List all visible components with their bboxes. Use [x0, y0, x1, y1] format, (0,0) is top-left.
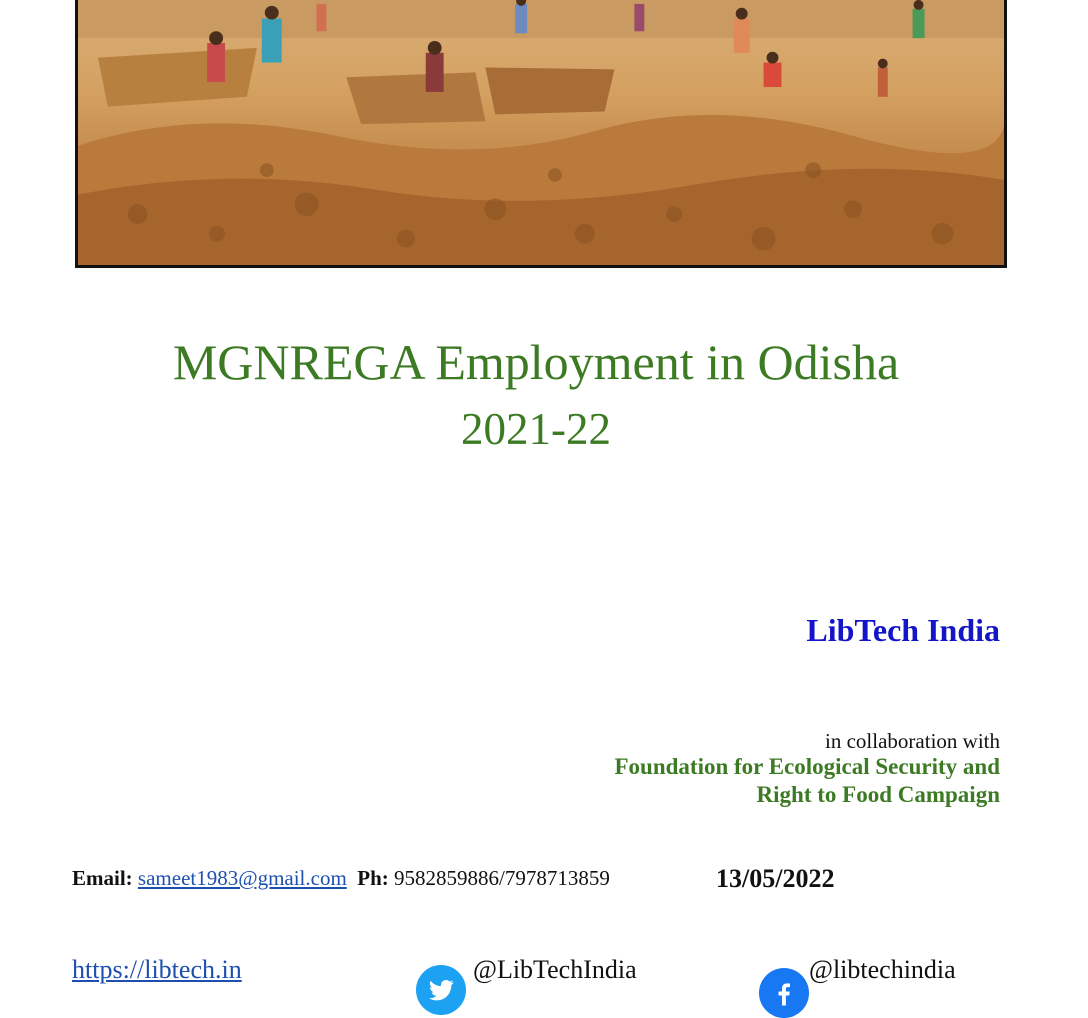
report-date: 13/05/2022: [716, 864, 835, 893]
facebook-f-glyph: [769, 978, 799, 1008]
cover-photo: [75, 0, 1007, 268]
email-link[interactable]: sameet1983@gmail.com: [137, 866, 347, 890]
organization-name: LibTech India: [806, 612, 1000, 648]
collaboration-partner: Foundation for Ecological Security and: [614, 754, 1000, 779]
report-year: 2021-22: [461, 404, 611, 454]
twitter-handle[interactable]: @LibTechIndia: [473, 955, 637, 984]
facebook-handle[interactable]: @libtechindia: [809, 955, 956, 984]
contact-line: [72, 866, 610, 891]
report-title: MGNREGA Employment in Odisha: [172, 334, 900, 390]
twitter-icon[interactable]: [416, 965, 466, 1015]
facebook-icon[interactable]: [759, 968, 809, 1018]
email-label: Email:: [72, 866, 133, 890]
phone-label: Ph:: [357, 866, 389, 890]
phone-number: 9582859886/7978713859: [394, 866, 610, 890]
collaboration-partner: Right to Food Campaign: [756, 782, 1000, 807]
website-link[interactable]: https://libtech.in: [72, 955, 242, 984]
collaboration-intro: in collaboration with: [825, 729, 1000, 753]
photo-earthwork-site: [78, 0, 1004, 265]
twitter-bird-glyph: [426, 975, 456, 1005]
